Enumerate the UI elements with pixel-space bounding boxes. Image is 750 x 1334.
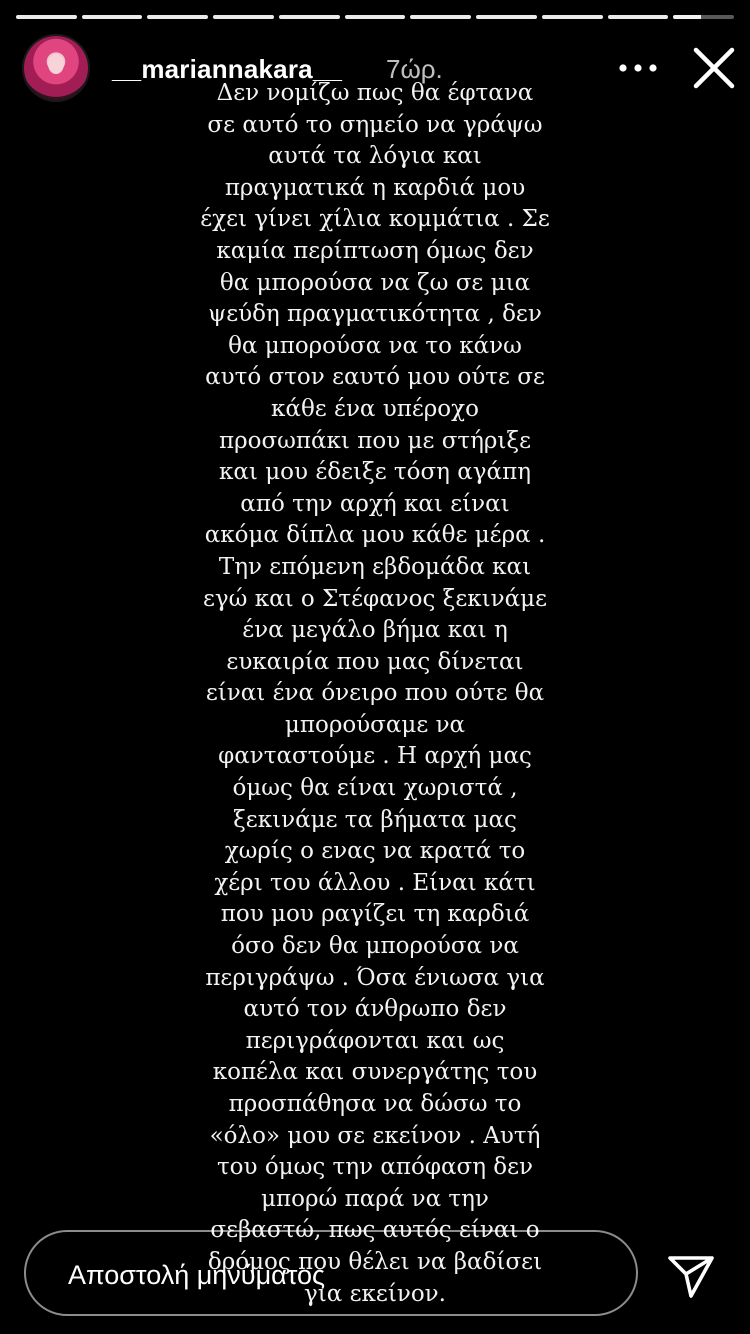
story-text-line: αυτό στον εαυτό μου ούτε σε [205,364,545,391]
story-text-line: θα μπορούσα να ζω σε μια [219,269,531,296]
progress-fill [673,15,700,19]
progress-segment [279,15,340,19]
story-text-line: σεβαστώ, πως αυτός είναι ο [210,1217,540,1244]
progress-segment [410,15,471,19]
story-text-line: φανταστούμε . Η αρχή μας [218,743,532,770]
story-text-line: όμως θα είναι χωριστά , [232,775,518,802]
story-text-line: προσπάθησα να δώσω το [228,1091,522,1117]
progress-segment [147,15,208,19]
story-text-line: Δεν νομίζω πως θα έφτανα [216,80,534,106]
story-text-line: «όλο» μου σε εκείνον . Αυτή [209,1122,541,1149]
story-text-line: ένα μεγάλο βήμα και η [242,617,508,644]
story-text-line: ακόμα δίπλα μου κάθε μέρα . [204,522,546,549]
story-text-line: χωρίς ο ενας να κρατά το [224,838,526,865]
story-text-line: αυτό τον άνθρωπο δεν [243,996,507,1023]
progress-segment [16,15,77,19]
progress-segment [345,15,406,19]
username[interactable]: __mariannakara__ [112,54,343,84]
story-text-line: εγώ και ο Στέφανος ξεκινάμε [202,585,548,612]
story-text-line: θα μπορούσα να το κάνω [228,332,522,359]
story-text-line: και μου έδειξε τόση αγάπη [219,459,531,486]
avatar-face [48,54,64,74]
story-text-line: περιγράφονται και ως [245,1027,505,1054]
story-text [150,78,600,1310]
story-text-line: ευκαιρία που μας δίνεται [226,648,524,675]
story-text-line: ξεκινάμε τα βήματα μας [233,806,517,833]
progress-segment [542,15,603,19]
close-icon[interactable] [688,42,740,94]
ellipsis-icon[interactable] [612,44,664,92]
message-input[interactable] [24,1230,638,1316]
story-text-line: που μου ραγίζει τη καρδιά [220,901,530,928]
story-text-line: του όμως την απόφαση δεν [216,1154,534,1181]
story-text-line: έχει γίνει χίλια κομμάτια . Σε [200,206,550,233]
story-text-line: ψεύδη πραγματικότητα , δεν [208,301,542,328]
story-text-line: μπορούσαμε να [284,711,466,738]
progress-segment [673,15,734,19]
story-text-line: Την επόμενη εβδομάδα και [218,553,532,580]
story-text-line: κοπέλα και συνεργάτης του [212,1059,538,1086]
send-icon[interactable] [664,1248,718,1302]
story-text-line: δρόμος που θέλει να βαδίσει [207,1248,543,1275]
progress-segment [476,15,537,19]
profile-avatar[interactable] [24,36,88,100]
story-text-line: αυτά τα λόγια και [268,143,482,170]
post-time: 7ώρ. [386,54,443,84]
progress-segment [213,15,274,19]
story-text-line: είναι ένα όνειρο που ούτε θα [205,680,545,707]
story-text-line: σε αυτό το σημείο να γράψω [207,111,543,138]
story-text-line: για εκείνον. [304,1280,446,1307]
progress-segment [82,15,143,19]
story-text-line: χέρι του άλλου . Είναι κάτι [214,869,536,896]
story-text-line: περιγράψω . Όσα ένιωσα για [205,964,545,991]
message-placeholder: Αποστολή μηνύματος [68,1260,326,1290]
story-text-line: μπορώ παρά να την [261,1185,489,1212]
story-text-line: κάθε ένα υπέροχο [271,395,479,422]
progress-segment [608,15,669,19]
story-text-line: καμία περίπτωση όμως δεν [216,237,534,264]
story-progress-bar [16,15,734,19]
story-text-line: όσο δεν θα μπορούσα να [231,933,519,960]
story-text-line: πραγματικά η καρδιά μου [224,174,526,201]
story-text-line: προσωπάκι που με στήριξε [218,427,532,454]
story-text-line: από την αρχή και είναι [240,490,510,517]
